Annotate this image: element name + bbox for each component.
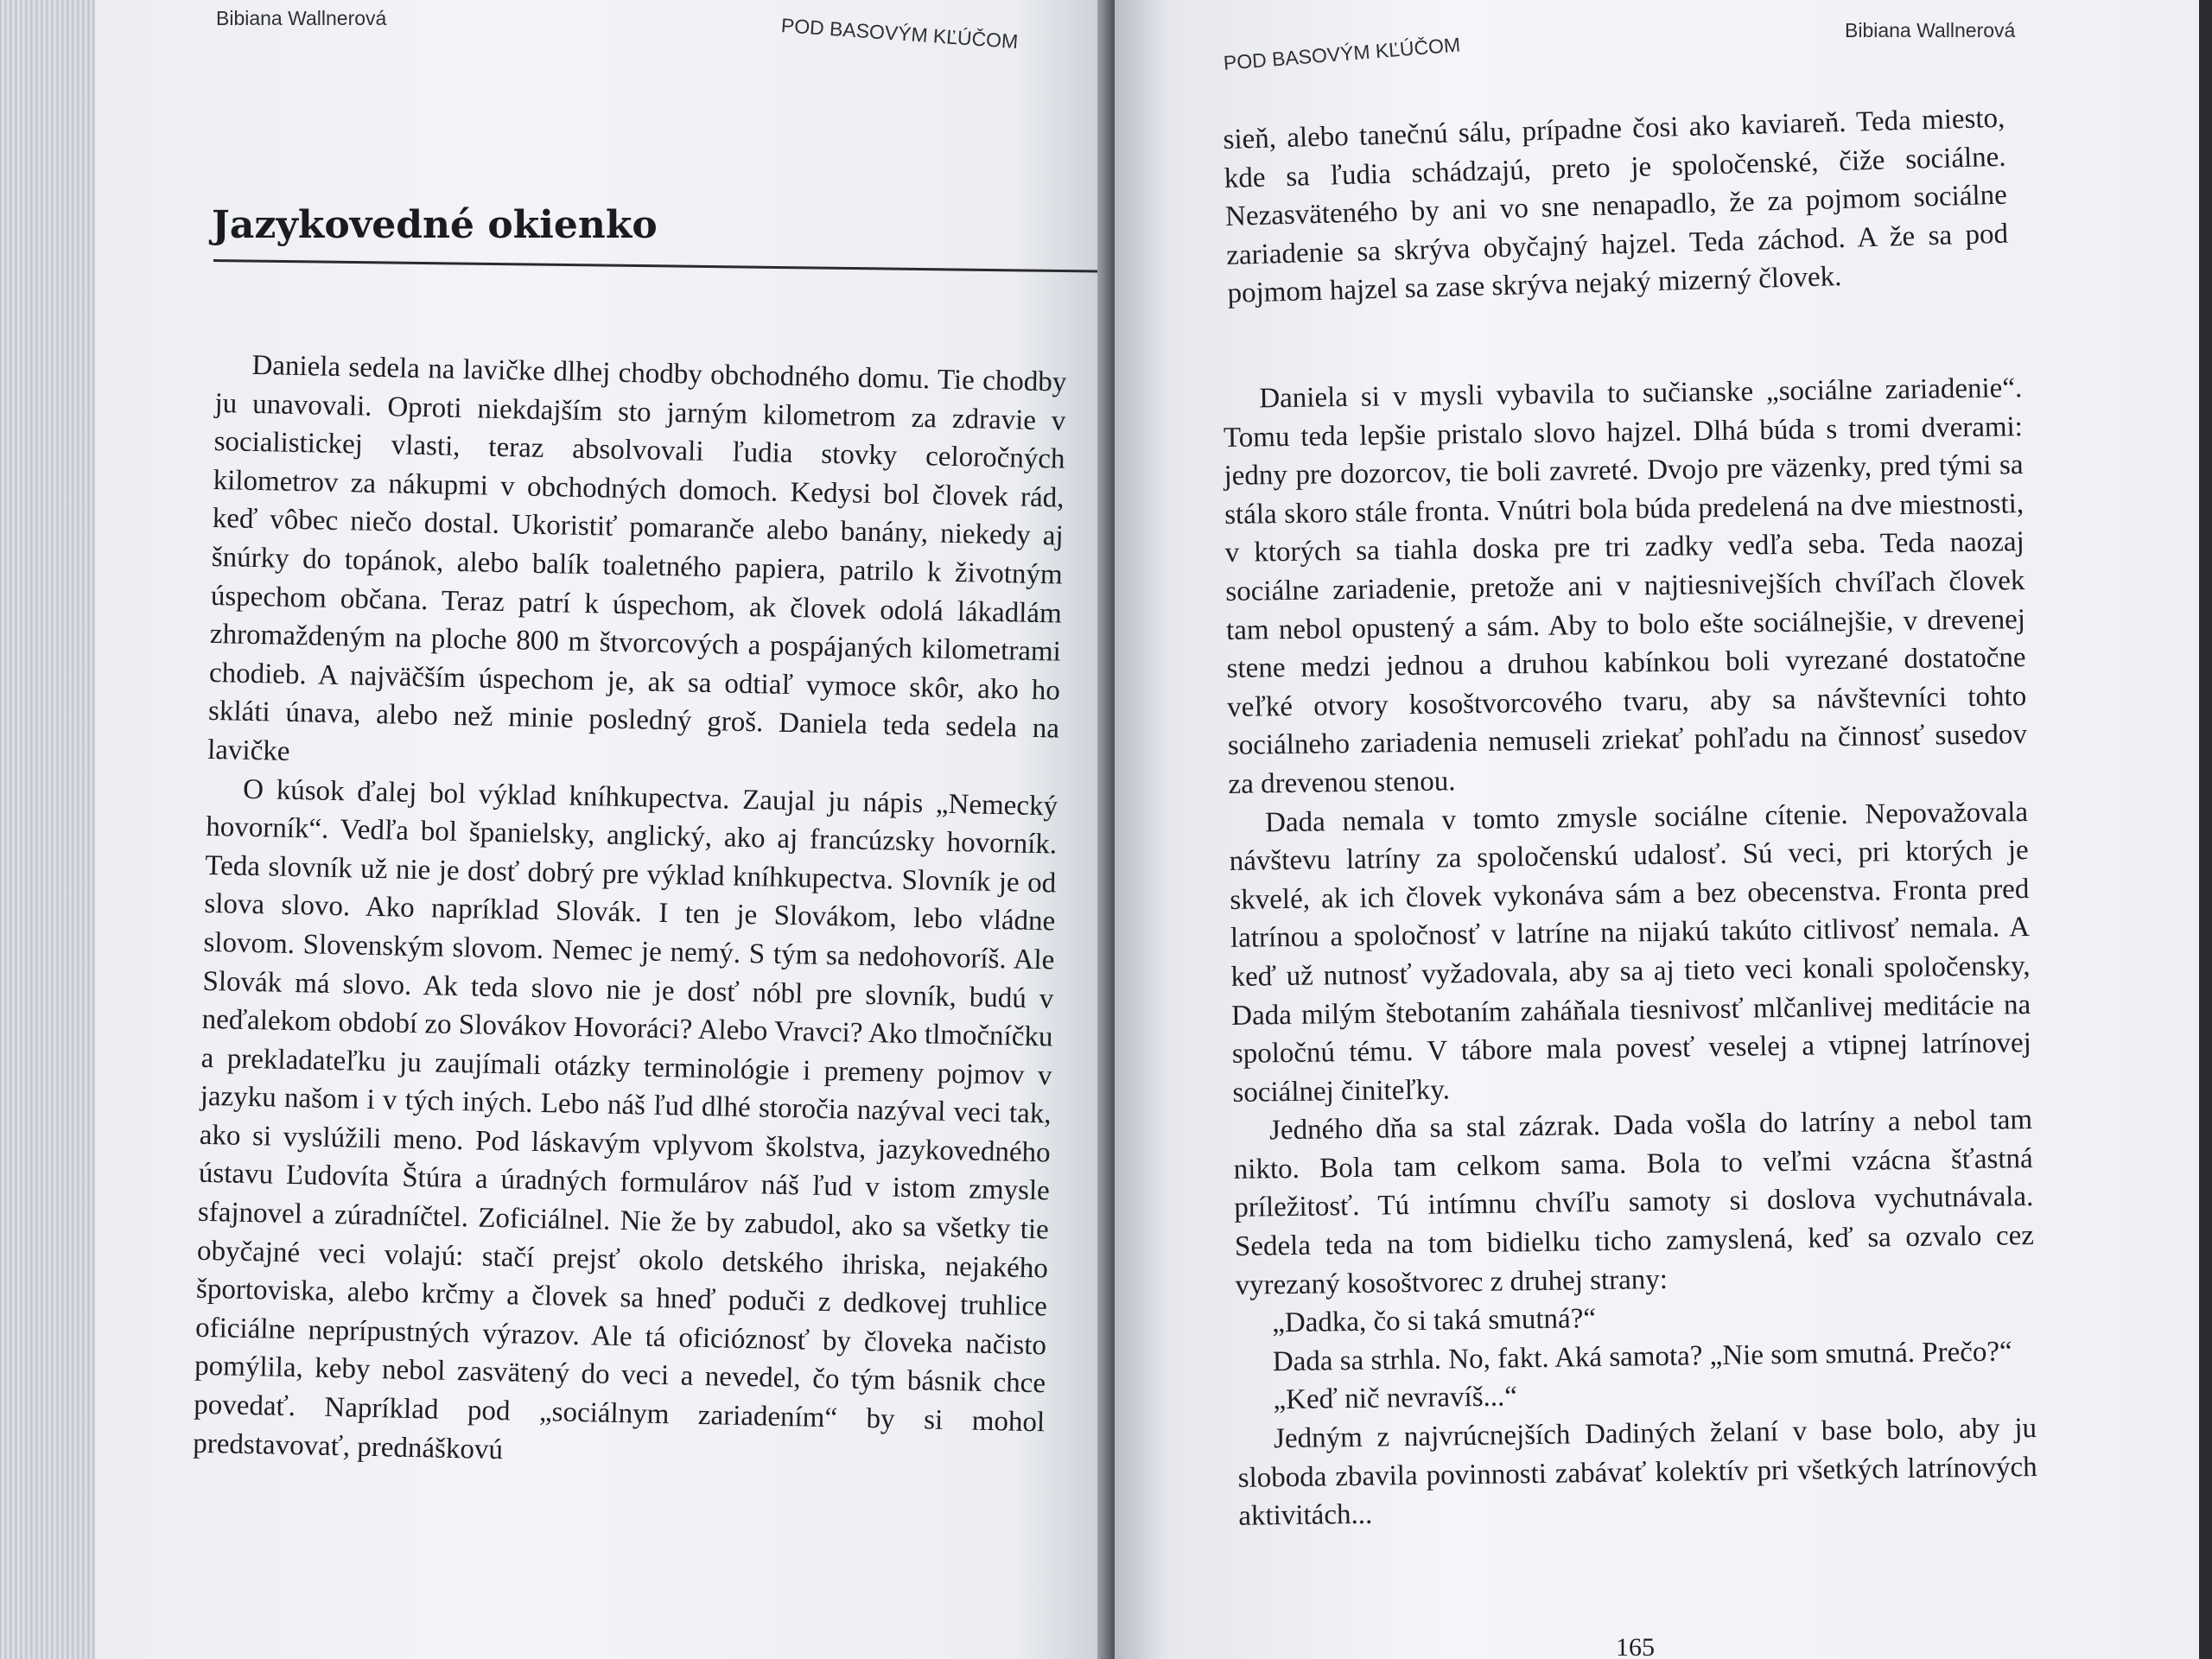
left-body-text: [193, 346, 1067, 1481]
paragraph: Daniela sedela na lavičke dlhej chodby obchodného domu. Tie chodby ju unavovali. Oproti niekdajším sto jarným kilometrom za zdravie v socialistickej vlasti, teraz absolvovali ľudia stovky celoročných kilometrov za nákupmi v obchodných domoch. Kedysi bol človek rád, keď vôbec niečo dostal. Ukoristiť pomaranče alebo banány, niekedy aj šnúrky do topánok, alebo balík toaletného papiera, patrilo k životným úspechom občana. Teraz patrí k úspechom, ak človek odolá lákadlám zhromaždeným na ploche 800 m štvorcových a pospájaných kilometrami chodieb. A najväčším úspechom je, ak sa odtiaľ vymoce skôr, ako ho skláti únava, alebo než minie posledný groš. Daniela teda sedela na lavičke: [207, 349, 1067, 767]
paragraph: Jedným z najvrúcnejších Dadiných želaní v base bolo, aby ju sloboda zbavila povinnosti zabávať kolektív pri všetkých latrínových aktivitách...: [1237, 1412, 2037, 1533]
right-body-text: [1223, 369, 2038, 1536]
chapter-title: Jazykovedné okienko: [212, 203, 658, 247]
paragraph: Dada sa strhla. No, fakt. Aká samota? „Nie som smutná. Prečo?“: [1272, 1336, 2012, 1378]
title-rule: [213, 259, 1115, 273]
paragraph: Daniela si v mysli vybavila to sučianske „sociálne zariadenie“. Tomu teda lepšie pristalo slovo hajzel. Dlhá búda s tromi dverami: jedny pre dozorcov, tie boli zavreté. Dvojo pre väzenky, pred tými sa stála skoro stále fronta. Vnútri bola búda predelená na dve miestnosti, v ktorých sa tiahla doska pre tri zadky vedľa seba. Teda naozaj sociálne zariadenie, pretože ani v najtiesnivejších chvíľach človek tam nebol opustený a sám. Aby to bolo ešte sociálnejšie, v drevenej stene medzi jednou a druhou kabínkou boli vyrezané dostatočne veľké otvory kosoštvorcového tvaru, aby sa návštevníci tohto sociálneho zariadenia nemuseli zriekať pohľadu na činnosť susedov za drevenou stenou.: [1223, 372, 2028, 800]
running-head-title: POD BASOVÝM KĽÚČOM: [1223, 33, 1461, 74]
paragraph: „Keď nič nevravíš...“: [1273, 1381, 1518, 1416]
right-page: [1115, 0, 2199, 1659]
paragraph: Dada nemala v tomto zmysle sociálne cítenie. Nepovažovala návštevu latríny za spoločenskú udalosť. Sú veci, pri ktorých je skvelé, ak ich človek vykonáva sám a bez obecenstva. Fronta pred latrínou a spoločnosť v latríne na nijakú takúto citlivosť nemala. A keď už nutnosť vyžadovala, aby sa aj tieto veci konali spoločensky, Dada milým štebotaním zaháňala tiesnivosť mlčanlivej meditácie na spoločnú tému. V tábore mala povesť veselej a vtipnej latrínovej sociálnej činiteľky.: [1229, 796, 2032, 1109]
left-page: [95, 0, 1115, 1659]
right-top-text: [1223, 99, 2010, 314]
paragraph: „Dadka, čo si taká smutná?“: [1271, 1303, 1597, 1339]
page-stack-edges: [0, 0, 104, 1659]
background-edge: [2199, 0, 2212, 1659]
page-number: 165: [1616, 1633, 1655, 1659]
running-head-author: Bibiana Wallnerová: [216, 7, 387, 29]
paragraph: sieň, alebo tanečnú sálu, prípadne čosi ako kaviareň. Teda miesto, kde sa ľudia schádzajú, preto je spoločenské, čiže sociálne. Nezasväteného by ani vo sne nenapadlo, že za pojmom sociálne zariadenie sa skrýva obyčajný hajzel. Teda záchod. A že sa pod pojmom hajzel sa zase skrýva nejaký mizerný človek.: [1223, 102, 2009, 310]
paragraph: O kúsok ďalej bol výklad kníhkupectva. Zaujal ju nápis „Nemecký hovorník“. Vedľa bol španielsky, anglický, ako aj francúzsky hovorník. Teda slovník už nie je dosť dobrý pre výklad kníhkupectva. Slovník je od slova slovo. Ako napríklad Slovák. I ten je Slovákom, lebo vládne slovom. Slovenským slovom. Nemec je nemý. S tým sa nedohovoríš. Ale Slovák má slovo. Ak teda slovo nie je dosť nóbl pre slovník, budú v neďalekom období zo Slovákov Hovoráci? Alebo Vravci? Ako tlmočníčku a prekladateľku ju zaujímali otázky terminológie i premeny pojmov v jazyku našom i v tých iných. Lebo náš ľud dlhé storočia nazýval veci tak, ako si vyslúžili meno. Pod láskavým vplyvom školstva, jazykovedného ústavu Ľudovíta Štúra a úradných formulárov náš ľud v istom zmysle sfajnovel a zúradníčtel. Zoficiálnel. Nie že by zabudol, ako sa všetky tie obyčajné veci volajú: stačí prejsť okolo detského ihriska, nejakého športoviska, alebo krčmy a človek sa hneď poduči z dedkovej truhlice oficiálne neprípustných výrazov. Ale tá oficióznosť by človeka načisto pomýlila, keby nebol zasvätený do veci a nevedel, čo tým básnik chce povedať. Napríklad pod „sociálnym zariadením“ by si mohol predstavovať, prednáškovú: [193, 773, 1058, 1465]
paragraph: Jedného dňa sa stal zázrak. Dada vošla do latríny a nebol tam nikto. Bola tam celkom sama. Bola to veľmi vzácna šťastná príležitosť. Tú intímnu chvíľu samoty si doslova vychutnávala. Sedela teda na tom bidielku ticho zamyslená, keď sa ozvalo cez vyrezaný kosoštvorec z druhej strany:: [1233, 1104, 2035, 1301]
running-head-title: POD BASOVÝM KĽÚČOM: [780, 14, 1020, 54]
running-head-author: Bibiana Wallnerová: [1845, 19, 2016, 41]
